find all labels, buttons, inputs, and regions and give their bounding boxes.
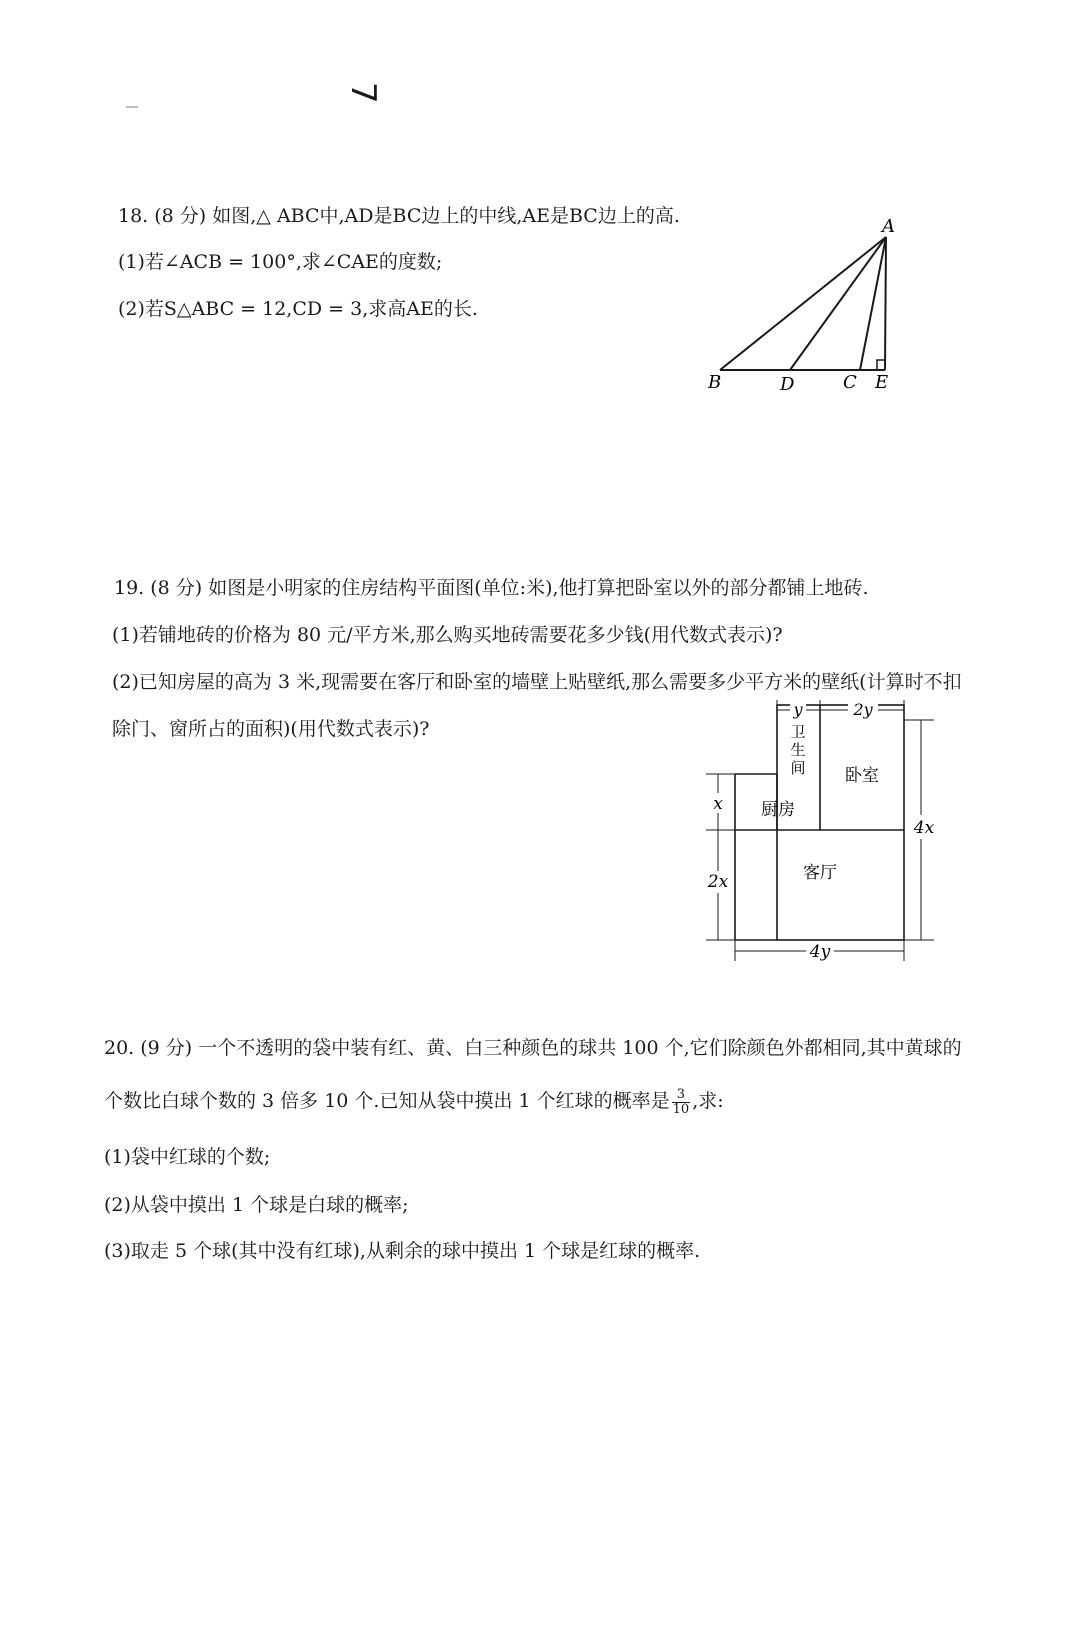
q19-part2-line1: (2)已知房屋的高为 3 米,现需要在客厅和卧室的墙壁上贴壁纸,那么需要多少平方米的壁纸(计算时不扣 <box>112 671 962 693</box>
dim-label-4y: 4y <box>809 942 831 962</box>
scan-mark <box>126 106 138 108</box>
label-E: E <box>875 372 889 393</box>
segment-AC <box>860 237 886 370</box>
q19-stem: 19. (8 分) 如图是小明家的住房结构平面图(单位:米),他打算把卧室以外的部分都铺上地砖. <box>114 577 869 599</box>
q19-floor-plan <box>700 695 940 970</box>
kitchen-label: 厨房 <box>761 800 795 820</box>
bathroom-char-1: 卫 <box>790 723 806 741</box>
q20-part3: (3)取走 5 个球(其中没有红球),从剩余的球中摸出 1 个球是红球的概率. <box>104 1240 701 1262</box>
q18-triangle-figure <box>700 210 910 400</box>
q20-part1: (1)袋中红球的个数; <box>104 1146 271 1168</box>
q20-stem-line2-after: ,求: <box>692 1090 724 1113</box>
q20-stem-line2-before: 个数比白球个数的 3 倍多 10 个.已知从袋中摸出 1 个红球的概率是 <box>104 1090 670 1113</box>
dim-label-2x: 2x <box>707 872 729 892</box>
q18-stem: 18. (8 分) 如图,△ ABC中,AD是BC边上的中线,AE是BC边上的高. <box>118 205 680 227</box>
bathroom-char-2: 生 <box>790 741 806 759</box>
segment-AE <box>885 237 886 370</box>
dim-label-4x: 4x <box>913 818 935 838</box>
segment-AB <box>720 237 886 370</box>
page-number: 7 <box>343 82 383 104</box>
bedroom-label: 卧室 <box>845 766 879 786</box>
dim-label-x: x <box>713 794 723 814</box>
q18-part2: (2)若S△ABC = 12,CD = 3,求高AE的长. <box>118 298 478 320</box>
q18-part1: (1)若∠ACB = 100°,求∠CAE的度数; <box>118 251 443 273</box>
label-D: D <box>780 374 795 395</box>
dim-label-y: y <box>793 700 803 719</box>
bathroom-char-3: 间 <box>790 759 806 777</box>
q19-part2-line2: 除门、窗所占的面积)(用代数式表示)? <box>112 718 430 740</box>
label-B: B <box>708 372 722 393</box>
label-C: C <box>843 372 857 393</box>
right-angle-mark <box>877 360 885 370</box>
fraction-numerator: 3 <box>672 1088 691 1103</box>
living-room-label: 客厅 <box>803 863 837 883</box>
fraction-denominator: 10 <box>672 1101 690 1117</box>
dim-label-2y: 2y <box>853 700 873 719</box>
q20-part2: (2)从袋中摸出 1 个球是白球的概率; <box>104 1194 409 1216</box>
q19-part1: (1)若铺地砖的价格为 80 元/平方米,那么购买地砖需要花多少钱(用代数式表示)? <box>112 624 783 646</box>
q20-stem-line1: 20. (9 分) 一个不透明的袋中装有红、黄、白三种颜色的球共 100 个,它们除颜色外都相同,其中黄球的 <box>104 1037 962 1059</box>
probability-fraction <box>672 1088 691 1116</box>
label-A: A <box>882 216 895 237</box>
q20-stem-line2 <box>104 1088 724 1116</box>
